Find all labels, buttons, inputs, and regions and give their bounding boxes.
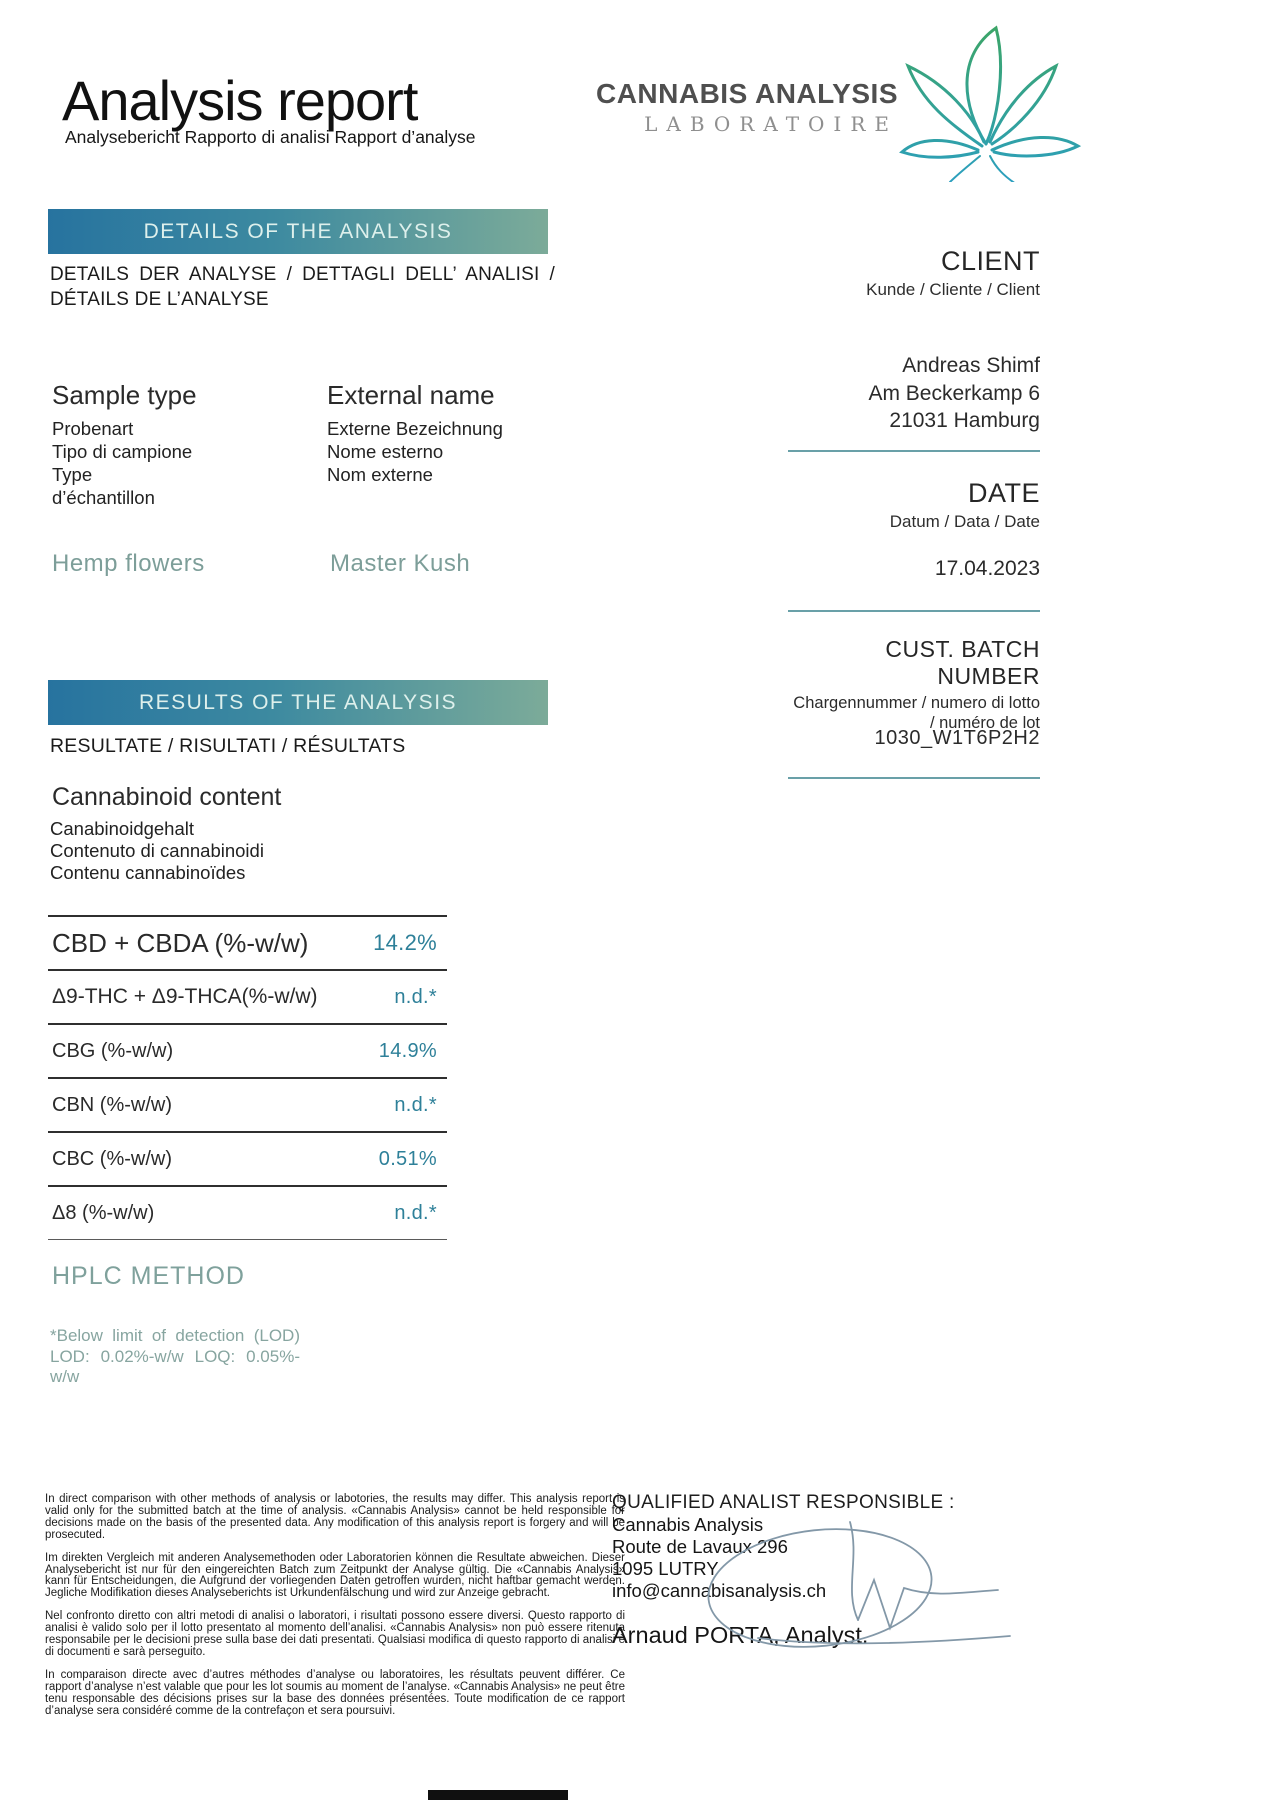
details-subheading: DETAILS DER ANALYSE / DETTAGLI DELL’ ANALISI / DÉTAILS DE L’ANALYSE — [50, 264, 555, 310]
client-address — [788, 352, 1040, 435]
analyte-label: Δ9-THC + Δ9-THCA(%-w/w) — [52, 985, 318, 1008]
cannabis-leaf-icon — [898, 6, 1138, 182]
page-subtitle: Analysebericht Rapporto di analisi Rapport d’analyse — [65, 127, 476, 147]
cannabinoid-results-table — [48, 915, 447, 1240]
date-value: 17.04.2023 — [934, 557, 1040, 580]
table-row — [48, 1131, 447, 1185]
disclaimer-paragraph-en: In direct comparison with other methods of analysis or labotories, the results may differ. This analysis report is valid only for the submitted batch at the time of analysis. «Cannabis Analysis» cannot be held responsible for decisions made on the basis of the presented data. Any modification of this analysis report is forgery and will be prosecuted. — [45, 1493, 625, 1541]
external-name-field — [327, 380, 557, 486]
sample-type-value: Hemp flowers — [52, 550, 205, 577]
disclaimer-paragraph-de: Im direkten Vergleich mit anderen Analysemethoden oder Laboratorien können die Resultate abweichen. Dieser Analysebericht ist nur für den eingereichten Batch zum Zeitpunkt der Analyse gültig. Die «Cannabis Analysis» kann für Entscheidungen, die Aufgrund der vorliegenden Daten getroffen wurden, nicht haftbar gemacht werden. Jegliche Modifikation dieses Analyseberichts ist Urkundenfälschung und wird zur Anzeige gebracht. — [45, 1551, 625, 1600]
divider-line — [788, 610, 1040, 612]
table-row — [48, 969, 447, 1023]
client-title-translations: Kunde / Cliente / Client — [866, 280, 1040, 299]
batch-number-value: 1030_W1T6P2H2 — [874, 727, 1040, 749]
page-title: Analysis report — [62, 69, 418, 132]
analyte-value: n.d.* — [394, 1201, 437, 1224]
table-row — [48, 915, 447, 969]
date-title: DATE — [967, 478, 1040, 508]
cannabinoid-content-translations: Canabinoidgehalt Contenuto di cannabinoidi Contenu cannabinoïdes — [50, 818, 264, 883]
analyst-section-heading: QUALIFIED ANALIST RESPONSIBLE : — [612, 1492, 955, 1513]
divider-line — [788, 777, 1040, 779]
client-city: 21031 Hamburg — [889, 409, 1040, 432]
legal-disclaimer — [45, 1494, 625, 1729]
client-street: Am Beckerkamp 6 — [868, 381, 1040, 405]
lab-name: Cannabis Analysis — [612, 1514, 764, 1535]
analyst-name: Arnaud PORTA, Analyst. — [612, 1622, 869, 1648]
analyte-value: n.d.* — [394, 985, 437, 1008]
analyte-value: 14.2% — [373, 930, 437, 955]
sample-type-label: Sample type — [52, 380, 197, 410]
results-subheading: RESULTATE / RISULTATI / RÉSULTATS — [50, 735, 406, 757]
analyte-value: 14.9% — [378, 1039, 437, 1062]
sample-type-translations: Probenart Tipo di campione Type d’échantillon — [52, 418, 193, 508]
external-name-value: Master Kush — [330, 550, 471, 577]
results-section-header: RESULTS OF THE ANALYSIS — [48, 680, 548, 725]
hplc-method-title: HPLC METHOD — [52, 1262, 245, 1290]
page-footer-mark — [428, 1790, 568, 1800]
external-name-label: External name — [327, 380, 495, 410]
client-name: Andreas Shimf — [902, 354, 1040, 377]
details-section-header: DETAILS OF THE ANALYSIS — [48, 209, 548, 254]
disclaimer-paragraph-it: Nel confronto diretto con altri metodi di analisi o laboratori, i risultati possono essere diversi. Questo rapporto di analisi è valido solo per il lotto presentato al momento dell’analisi. «Cannabis Analysis» non può essere ritenuta responsabile per le decisioni prese sulla base dei dati presentati. Qualsiasi modifica di questo rapporto di analisi è di documenti e sarà perseguito. — [45, 1610, 625, 1658]
batch-header — [788, 636, 1040, 733]
batch-title: CUST. BATCH NUMBER — [885, 636, 1040, 689]
client-header — [788, 246, 1040, 300]
cannabinoid-content-title: Cannabinoid content — [52, 783, 282, 811]
analyte-label: CBG (%-w/w) — [52, 1039, 174, 1062]
client-title: CLIENT — [940, 246, 1040, 276]
analyte-label: Δ8 (%-w/w) — [52, 1201, 155, 1224]
lab-address-block — [612, 1514, 826, 1602]
date-header — [788, 478, 1040, 532]
analyte-value: 0.51% — [378, 1147, 437, 1170]
lab-email: info@cannabisanalysis.ch — [612, 1580, 827, 1601]
analyte-value: n.d.* — [394, 1093, 437, 1116]
disclaimer-paragraph-fr: In comparaison directe avec d’autres méthodes d’analyse ou laboratoires, les résultats peuvent différer. Ce rapport d’analyse n’est valable que pour les lot soumis au moment de l’analyse. «Cannabis Analysis» ne peut être tenu responsable des décisions prises sur la base des données présentées. Toute modification de ce rapport d’analyse sera considéré comme de la contrefaçon et sera poursuivi. — [45, 1668, 625, 1717]
analyte-label: CBC (%-w/w) — [52, 1147, 172, 1170]
lab-logo-tagline: LABORATOIRE — [644, 112, 898, 136]
date-title-translations: Datum / Data / Date — [889, 512, 1040, 531]
table-row — [48, 1185, 447, 1239]
table-row — [48, 1023, 447, 1077]
table-row — [48, 1077, 447, 1131]
lab-city: 1095 LUTRY — [612, 1558, 719, 1579]
divider-line — [788, 450, 1040, 452]
lab-logo-name: CANNABIS ANALYSIS — [595, 78, 898, 109]
analyte-label: CBD + CBDA (%-w/w) — [52, 927, 309, 958]
lod-loq-note: *Below limit of detection (LOD) LOD: 0.02%-w/w LOQ: 0.05%-w/w — [50, 1326, 300, 1386]
external-name-translations: Externe Bezeichnung Nome esterno Nom externe — [327, 418, 503, 485]
lab-street: Route de Lavaux 296 — [612, 1536, 788, 1557]
analyte-label: CBN (%-w/w) — [52, 1093, 172, 1116]
batch-title-translations: Chargennummer / numero di lotto / numéro de lot — [793, 694, 1040, 732]
sample-type-field — [52, 380, 292, 509]
lab-logo — [548, 78, 898, 136]
